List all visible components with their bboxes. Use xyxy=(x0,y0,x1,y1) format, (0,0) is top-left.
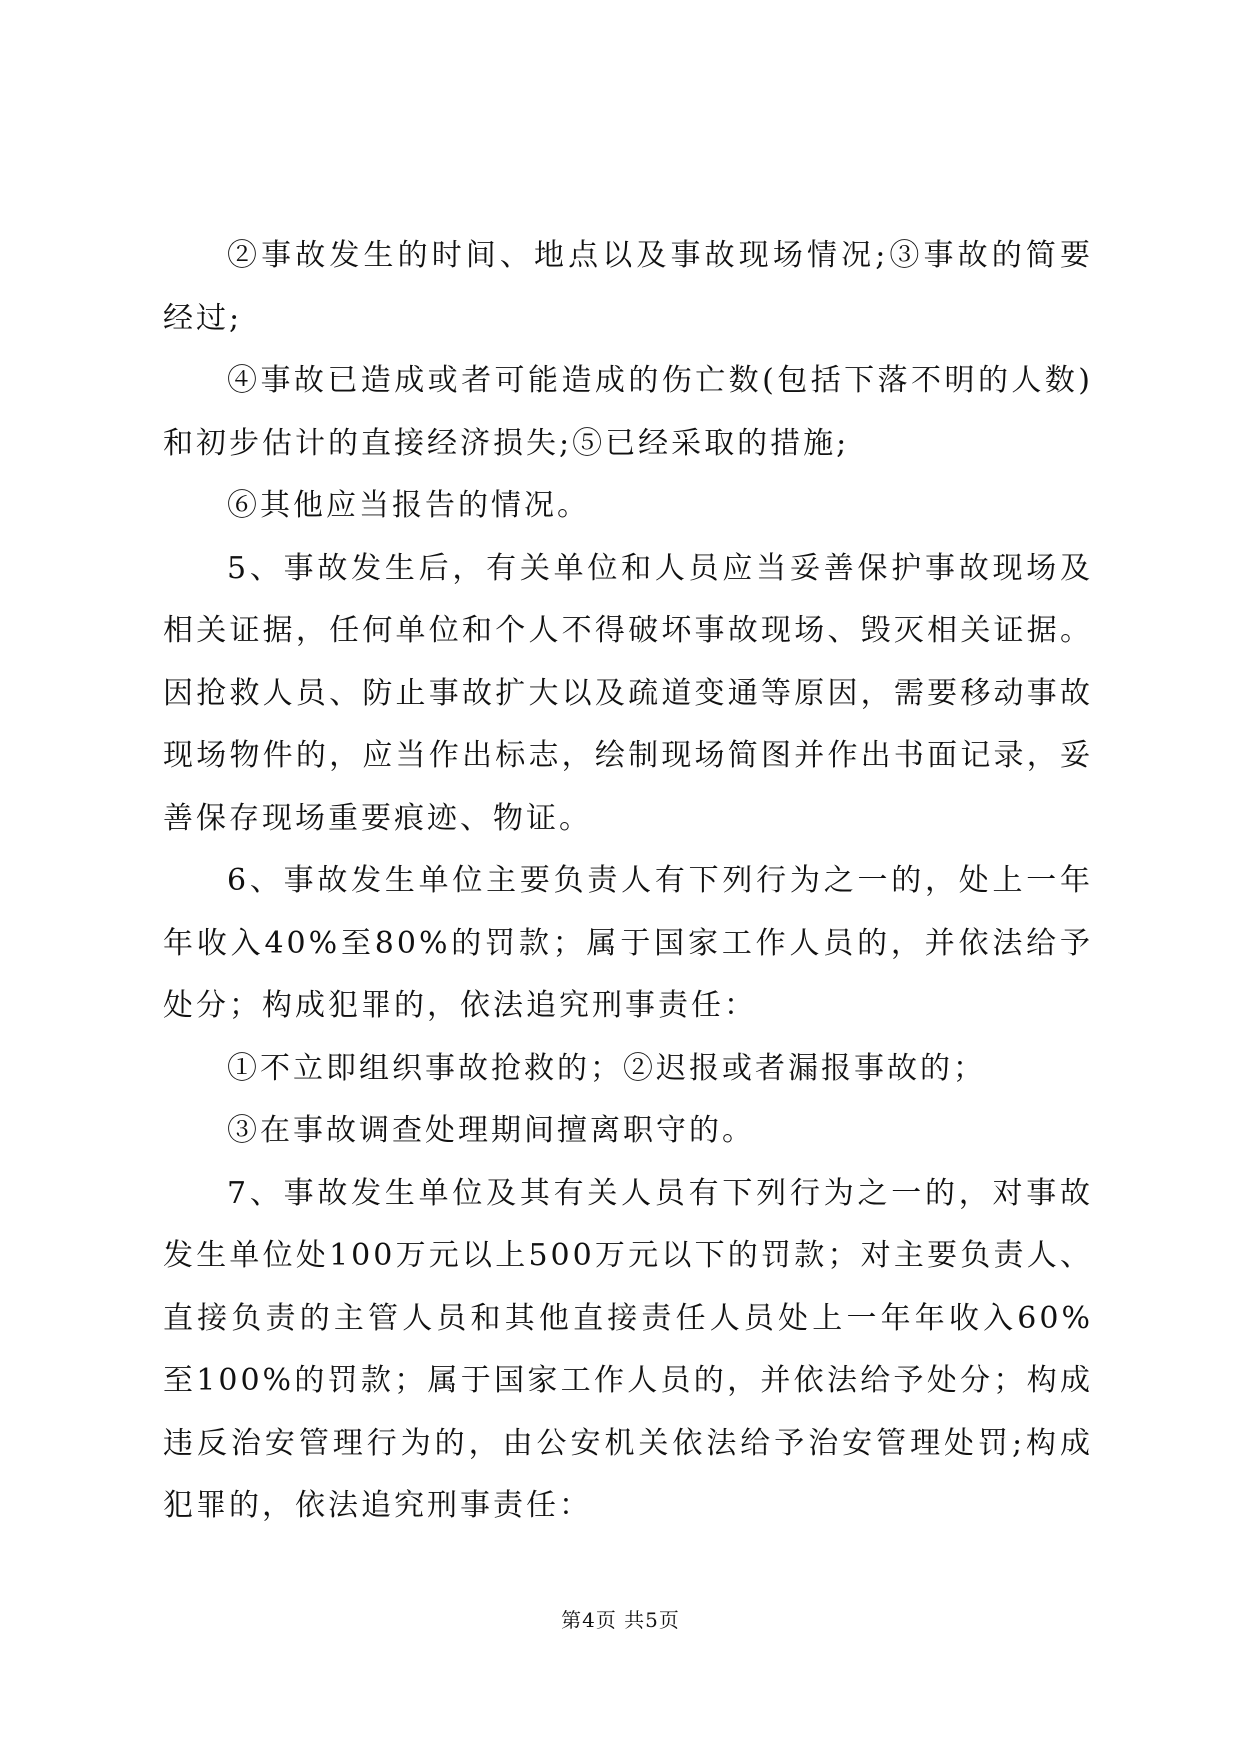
paragraph-section-5: 5、事故发生后，有关单位和人员应当妥善保护事故现场及相关证据，任何单位和个人不得破坏事故现场、毁灭相关证据。因抢救人员、防止事故扩大以及疏道变通等原因，需要移动事故现场物件的，应当作出标志，绘制现场简图并作出书面记录，妥善保存现场重要痕迹、物证。 xyxy=(163,550,1093,836)
paragraph-report-items-4-5: ④事故已造成或者可能造成的伤亡数(包括下落不明的人数)和初步估计的直接经济损失;⑤已经采取的措施; xyxy=(163,363,1093,461)
paragraph-section-6: 6、事故发生单位主要负责人有下列行为之一的，处上一年年收入40%至80%的罚款；属于国家工作人员的，并依法给予处分；构成犯罪的，依法追究刑事责任： xyxy=(163,863,1093,1023)
paragraph-section-6-item-3: ③在事故调查处理期间擅离职守的。 xyxy=(227,1113,755,1148)
paragraph-report-item-6: ⑥其他应当报告的情况。 xyxy=(227,488,590,523)
paragraph-section-6-items-1-2: ①不立即组织事故抢救的；②迟报或者漏报事故的； xyxy=(227,1050,986,1086)
paragraph-section-7: 7、事故发生单位及其有关人员有下列行为之一的，对事故发生单位处100万元以上500万元以下的罚款；对主要负责人、直接负责的主管人员和其他直接责任人员处上一年年收入60%至100%的罚款；属于国家工作人员的，并依法给予处分；构成违反治安管理行为的，由公安机关依法给予治安管理处罚;构成犯罪的，依法追究刑事责任： xyxy=(163,1175,1093,1523)
paragraph-report-items-2-3: ②事故发生的时间、地点以及事故现场情况;③事故的简要经过; xyxy=(163,238,1093,336)
document-body xyxy=(163,225,1093,1538)
page-number-footer: 第4页 共5页 xyxy=(561,1608,680,1632)
